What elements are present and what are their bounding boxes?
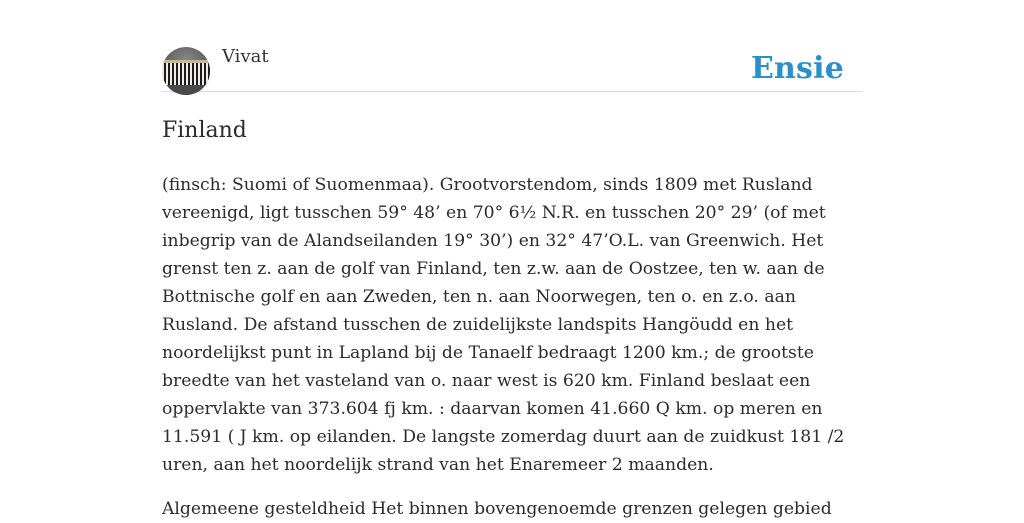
author-avatar[interactable] [162,47,210,95]
bookshelf-base [162,85,210,95]
bookshelf-books [162,63,210,85]
header [162,0,862,92]
brand-logo[interactable]: Ensie [750,51,844,86]
page-title: Finland [162,118,247,143]
article-paragraph: (finsch: Suomi of Suomenmaa). Grootvorstendom, sinds 1809 met Rusland vereenigd, ligt tusschen 59° 48’ en 70° 6½ N.R. en tusschen 20° 29’ (of met inbegrip van de Alandseilanden 19° 30’) en 32° 47’O.L. van Greenwich. Het grenst ten z. aan de golf van Finland, ten z.w. aan de Oostzee, ten w. aan de Bottnische golf en aan Zweden, ten n. aan Noorwegen, ten o. en z.o. aan Rusland. De afstand tusschen de zuidelijkste landspits Hangöudd en het noordelijkst punt in Lapland bij de Tanaelf bedraagt 1200 km.; de grootste breedte van het vasteland van o. naar west is 620 km. Finland beslaat een oppervlakte van 373.604 fj km. : daarvan komen 41.660 Q km. op meren en 11.591 ( J km. op eilanden. De langste zomerdag duurt aan de zuidkust 181 /2 uren, aan het noordelijk strand van het Enaremeer 2 maanden. [162,175,845,475]
author-name[interactable]: Vivat [222,46,269,67]
article-page [162,0,862,523]
article-paragraph: Algemeene gesteldheid Het binnen bovengenoemde grenzen gelegen gebied [162,499,832,519]
